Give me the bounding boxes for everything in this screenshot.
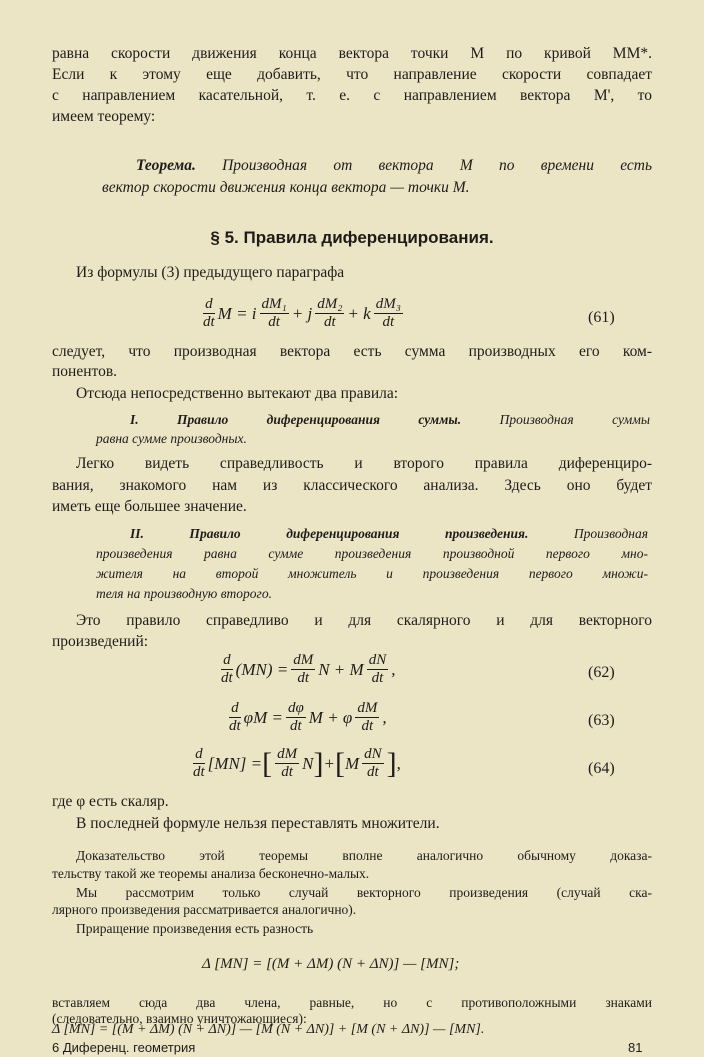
equation-delta-expanded: Δ [MN] = [(M + ΔM) (N + ΔN)] — [M (N + ΔN)] + [M (N + ΔN)] — [MN]. — [52, 1022, 485, 1037]
numerator: dN — [364, 746, 382, 762]
numerator: dM₃ — [375, 296, 401, 312]
numerator: dN — [368, 652, 387, 668]
rule-label: I. Правило диференцирования суммы. — [130, 412, 462, 427]
fraction — [291, 652, 315, 687]
math-term: [MN] = — [207, 753, 263, 773]
denominator: dt — [367, 764, 379, 780]
text-line: равна скорости движения конца вектора точки М по кривой ММ*. — [52, 45, 652, 62]
denominator: dt — [203, 314, 215, 330]
text-line: Производная суммы — [499, 412, 650, 427]
text-line: понентов. — [52, 363, 118, 380]
numerator: d — [223, 652, 231, 668]
text-line: Доказательство этой теоремы вполне аналогично обычному доказа- — [76, 848, 652, 863]
denominator: dt — [229, 718, 241, 734]
text-line: равна сумме производных. — [96, 431, 247, 446]
denominator: dt — [323, 314, 336, 330]
equation-delta: Δ [MN] = [(M + ΔM) (N + ΔN)] — [MN]; — [202, 956, 460, 972]
denominator: dt — [297, 670, 310, 686]
text-line: Если к этому еще добавить, что направление скорости совпадает — [52, 66, 652, 83]
math-term: M — [344, 753, 360, 773]
text-line: В последней формуле нельзя переставлять множители. — [76, 815, 440, 832]
math-term: M + φ — [308, 707, 353, 727]
equation-number: (63) — [588, 712, 615, 729]
math-term: N + M — [318, 659, 364, 679]
equation-number: (61) — [588, 309, 615, 326]
numerator: dM — [293, 652, 314, 668]
section-heading: § 5. Правила диференцирования. — [210, 228, 494, 247]
text-line: жителя на второй множитель и произведения первого множи- — [96, 566, 648, 581]
footer-signature: 6 Диференц. геометрия — [52, 1040, 196, 1055]
fraction — [221, 652, 233, 687]
text-line: иметь еще большее значение. — [52, 498, 247, 515]
denominator: dt — [193, 764, 205, 780]
equation-61 — [200, 296, 406, 331]
text-line: Из формулы (3) предыдущего параграфа — [76, 264, 345, 281]
math-term: + j — [291, 303, 313, 323]
text-line: (следовательно, взаимно уничтожающиеся): — [52, 1011, 307, 1026]
denominator: dt — [268, 314, 280, 330]
text-line: лярного произведения рассматривается аналогично). — [52, 902, 357, 917]
text-line: с направлением касательной, т. е. с направлением вектора М', то — [52, 87, 652, 104]
fraction — [374, 296, 403, 331]
equation-number: (64) — [588, 760, 615, 777]
text-line: Это правило справедливо и для скалярного и для векторного — [76, 612, 652, 629]
numerator: d — [205, 296, 213, 312]
fraction — [362, 746, 384, 781]
denominator: dt — [221, 670, 233, 686]
equation-number: (62) — [588, 664, 615, 681]
numerator: dM₂ — [317, 296, 343, 312]
fraction — [260, 296, 289, 331]
theorem-label: Теорема. — [136, 157, 196, 174]
math-term: N — [302, 753, 314, 773]
text-line: Производная от вектора М по времени есть — [222, 157, 653, 174]
numerator: d — [231, 700, 239, 716]
text-line: тельству такой же теоремы анализа бесконечно-малых. — [52, 866, 370, 881]
math-term: φM = — [243, 707, 283, 727]
fraction — [315, 296, 344, 331]
fraction — [203, 296, 215, 331]
numerator: dM — [277, 746, 298, 762]
text-line: вания, знакомого нам из классического анализа. Здесь оно будет — [52, 477, 652, 494]
text-line: Производная — [573, 526, 648, 541]
equation-64 — [190, 746, 401, 781]
fraction — [367, 652, 389, 687]
fraction — [275, 746, 299, 781]
denominator: dt — [382, 314, 395, 330]
equation-63 — [226, 700, 387, 735]
fraction — [193, 746, 205, 781]
text-line: теля на производную второго. — [96, 586, 272, 601]
bracket: ] — [386, 746, 397, 780]
denominator: dt — [371, 670, 384, 686]
text-line: имеем теорему: — [52, 108, 156, 125]
text-line: Мы рассмотрим только случай векторного произведения (случай ска- — [76, 885, 652, 900]
rule-label: II. Правило диференцирования произведения. — [130, 526, 529, 541]
numerator: dM — [357, 700, 378, 716]
text-line: вектор скорости движения конца вектора — точки М. — [102, 179, 470, 196]
numerator: d — [195, 746, 203, 762]
math-term: , — [382, 707, 387, 727]
math-term: , — [396, 753, 401, 773]
text-line: следует, что производная вектора есть сумма производных его ком- — [52, 343, 652, 360]
numerator: dM₁ — [261, 296, 287, 312]
fraction — [355, 700, 379, 735]
math-term: (MN) = — [235, 659, 289, 679]
numerator: dφ — [287, 700, 304, 716]
math-term: M = i — [217, 303, 257, 323]
fraction — [229, 700, 241, 735]
denominator: dt — [361, 718, 374, 734]
fraction — [286, 700, 306, 735]
equation-62 — [218, 652, 395, 687]
denominator: dt — [290, 718, 302, 734]
denominator: dt — [281, 764, 293, 780]
text-line: где φ есть скаляр. — [52, 793, 169, 810]
math-term: , — [391, 659, 396, 679]
text-line: Отсюда непосредственно вытекают два правила: — [76, 385, 399, 402]
math-term: + k — [347, 303, 371, 323]
text-line: произведений: — [52, 633, 149, 650]
text-line: вставляем сюда два члена, равные, но с противоположными знаками — [52, 995, 652, 1010]
bracket: [ — [262, 746, 273, 780]
math-term: + — [323, 753, 335, 773]
text-line: Приращение произведения есть разность — [76, 921, 314, 936]
bracket: ] — [313, 746, 324, 780]
bracket: [ — [334, 746, 345, 780]
text-line: Легко видеть справедливость и второго правила диференциро- — [76, 455, 652, 472]
page-number: 81 — [628, 1040, 643, 1055]
text-line: произведения равна сумме произведения производной первого мно- — [96, 546, 648, 561]
